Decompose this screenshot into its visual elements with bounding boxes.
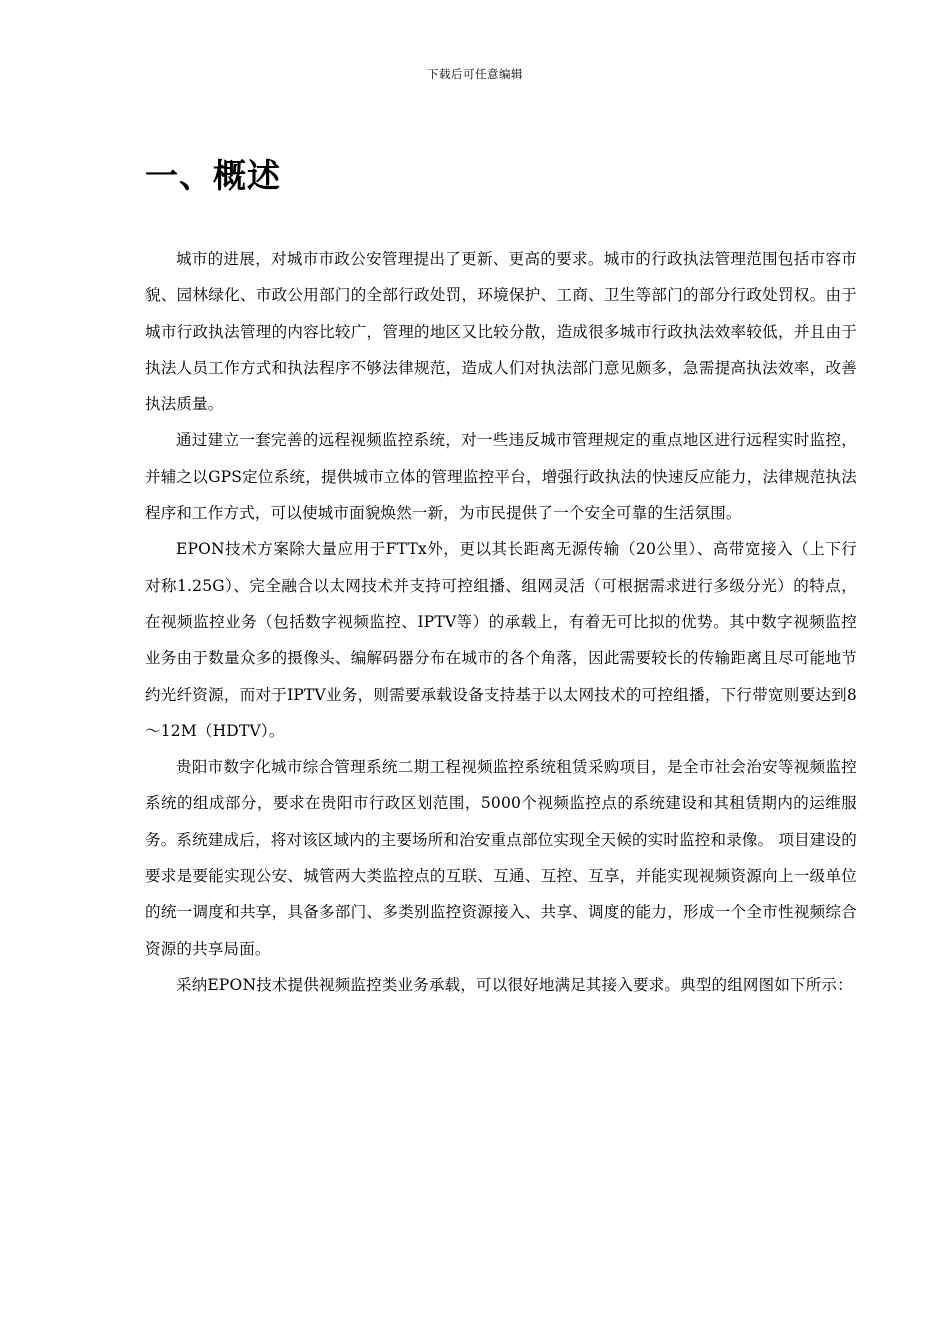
paragraph-3: EPON技术方案除大量应用于FTTx外，更以其长距离无源传输（20公里）、高带宽接入（上下行对称1.25G）、完全融合以太网技术并支持可控组播、组网灵活（可根据需求进行多级分光）的特点，在视频监控业务（包括数字视频监控、IPTV等）的承载上，有着无可比拟的优势。其中数字视频监控业务由于数量众多的摄像头、编解码器分布在城市的各个角落，因此需要较长的传输距离且尽可能地节约光纤资源，而对于IPTV业务，则需要承载设备支持基于以太网技术的可控组播，下行带宽则要达到8～12M（HDTV）。 (145, 540, 857, 740)
paragraph-5: 采纳EPON技术提供视频监控类业务承载，可以很好地满足其接入要求。典型的组网图如下所示： (176, 975, 853, 994)
paragraph-2: 通过建立一套完善的远程视频监控系统，对一些违反城市管理规定的重点地区进行远程实时监控，并辅之以GPS定位系统，提供城市立体的管理监控平台，增强行政执法的快速反应能力，法律规范执法程序和工作方式，可以使城市面貌焕然一新，为市民提供了一个安全可靠的生活氛围。 (145, 431, 857, 523)
page-header-note: 下载后可任意编辑 (427, 67, 523, 81)
paragraph-1: 城市的进展，对城市市政公安管理提出了更新、更高的要求。城市的行政执法管理范围包括市容市貌、园林绿化、市政公用部门的全部行政处罚，环境保护、工商、卫生等部门的部分行政处罚权。由于城市行政执法管理的内容比较广，管理的地区又比较分散，造成很多城市行政执法效率较低，并且由于执法人员工作方式和执法程序不够法律规范，造成人们对执法部门意见颇多，急需提高执法效率，改善执法质量。 (145, 250, 857, 414)
section-title: 一、概述 (145, 156, 281, 195)
paragraph-4: 贵阳市数字化城市综合管理系统二期工程视频监控系统租赁采购项目，是全市社会治安等视频监控系统的组成部分，要求在贵阳市行政区划范围，5000个视频监控点的系统建设和其租赁期内的运维服务。系统建成后，将对该区域内的主要场所和治安重点部位实现全天候的实时监控和录像。 项目建设的要求是要能实现公安、城管两大类监控点的互联、互通、互控、互享，并能实现视频资源向上一级单位的统一调度和共享，具备多部门、多类别监控资源接入、共享、调度的能力，形成一个全市性视频综合资源的共享局面。 (145, 758, 857, 958)
section-body (145, 241, 857, 1003)
